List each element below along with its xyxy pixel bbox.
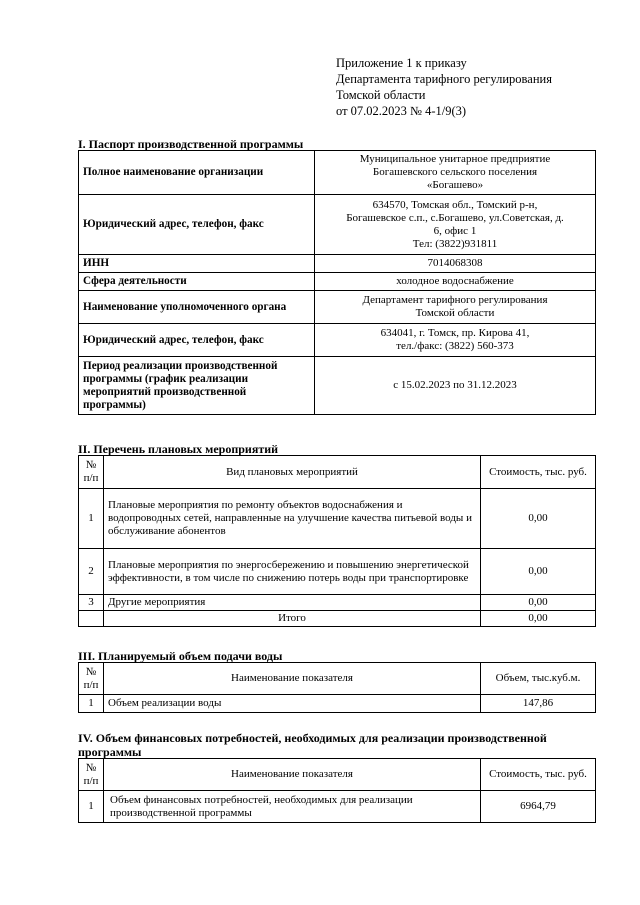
value-line: 634041, г. Томск, пр. Кирова 41,: [380, 327, 530, 339]
row-number: 1: [79, 695, 104, 713]
section-4-title-line-1: IV. Объем финансовых потребностей, необходимых для реализации производственной: [78, 731, 547, 745]
indicator-cost: 6964,79: [481, 791, 596, 823]
order-attachment-header: [336, 55, 552, 119]
value-line: Департамент тарифного регулирования: [362, 294, 548, 306]
financial-needs-table: [78, 758, 596, 823]
column-header-measure: Вид плановых мероприятий: [104, 456, 481, 489]
passport-value: [315, 195, 596, 255]
value-line: 7014068308: [427, 257, 483, 269]
column-header-number: № п/п: [79, 663, 104, 695]
table-row: [79, 151, 596, 195]
column-header-indicator: Наименование показателя: [104, 663, 481, 695]
passport-label: Юридический адрес, телефон, факс: [79, 195, 315, 255]
indicator-volume: 147,86: [481, 695, 596, 713]
measure-cost: 0,00: [481, 489, 596, 549]
planned-measures-table: [78, 455, 596, 627]
row-number: 1: [79, 489, 104, 549]
table-header-row: [79, 663, 596, 695]
total-number-cell: [79, 611, 104, 627]
table-row: [79, 489, 596, 549]
column-header-cost: Стоимость, тыс. руб.: [481, 456, 596, 489]
header-line-1: Приложение 1 к приказу: [336, 56, 467, 70]
header-line-4: от 07.02.2023 № 4-1/9(3): [336, 104, 467, 118]
row-number: 1: [79, 791, 104, 823]
value-line: с 15.02.2023 по 31.12.2023: [393, 379, 517, 391]
column-header-cost: Стоимость, тыс. руб.: [481, 759, 596, 791]
passport-value: [315, 291, 596, 324]
value-line: 6, офис 1: [433, 224, 477, 237]
passport-label: Юридический адрес, телефон, факс: [79, 324, 315, 357]
section-1-title: I. Паспорт производственной программы: [78, 137, 304, 151]
table-row: [79, 273, 596, 291]
value-line: 634570, Томская обл., Томский р-н,: [372, 198, 538, 211]
passport-label: Полное наименование организации: [79, 151, 315, 195]
header-line-2: Департамента тарифного регулирования: [336, 72, 552, 86]
column-header-number: № п/п: [79, 456, 104, 489]
section-4-title-line-2: программы: [78, 745, 142, 759]
value-line: тел./факс: (3822) 560-373: [396, 340, 514, 352]
column-header-volume: Объем, тыс.куб.м.: [481, 663, 596, 695]
measure-name: Другие мероприятия: [104, 595, 481, 611]
table-header-row: [79, 456, 596, 489]
value-line: холодное водоснабжение: [396, 275, 514, 287]
passport-value: [315, 255, 596, 273]
section-3-title: III. Планируемый объем подачи воды: [78, 649, 283, 663]
passport-value: [315, 273, 596, 291]
value-line: «Богашево»: [426, 179, 484, 191]
indicator-name: Объем реализации воды: [104, 695, 481, 713]
value-line: Муниципальное унитарное предприятие: [359, 153, 551, 165]
table-row: [79, 695, 596, 713]
row-number: 2: [79, 549, 104, 595]
table-row: [79, 291, 596, 324]
table-row: [79, 595, 596, 611]
column-header-indicator: Наименование показателя: [104, 759, 481, 791]
measure-name: Плановые мероприятия по ремонту объектов водоснабжения и водопроводных сетей, направленные на улучшение качества питьевой воды и обслуживание абонентов: [104, 489, 481, 549]
value-line: Богашевское с.п., с.Богашево, ул.Советская, д.: [346, 211, 564, 224]
passport-table: [78, 150, 596, 415]
header-line-3: Томской области: [336, 88, 426, 102]
passport-value: [315, 151, 596, 195]
row-number: 3: [79, 595, 104, 611]
table-row: [79, 255, 596, 273]
passport-label: Период реализации производственной программы (график реализации мероприятий производственной программы): [79, 357, 315, 415]
value-line: Томской области: [415, 307, 495, 319]
value-line: Богашевского сельского поселения: [372, 166, 538, 178]
total-cost: 0,00: [481, 611, 596, 627]
table-row: [79, 357, 596, 415]
column-header-number: № п/п: [79, 759, 104, 791]
total-label: Итого: [104, 611, 481, 627]
value-line: Тел: (3822)931811: [412, 237, 498, 250]
passport-value: [315, 324, 596, 357]
table-row: [79, 791, 596, 823]
passport-value: [315, 357, 596, 415]
water-supply-volume-table: [78, 662, 596, 713]
passport-label: ИНН: [79, 255, 315, 273]
table-row: [79, 195, 596, 255]
measure-name: Плановые мероприятия по энергосбережению и повышению энергетической эффективности, в том числе по снижению потерь воды при транспортировке: [104, 549, 481, 595]
table-total-row: [79, 611, 596, 627]
table-row: [79, 549, 596, 595]
passport-label: Сфера деятельности: [79, 273, 315, 291]
indicator-name: Объем финансовых потребностей, необходимых для реализации производственной программы: [104, 791, 481, 823]
measure-cost: 0,00: [481, 549, 596, 595]
table-row: [79, 324, 596, 357]
section-4-title: [78, 731, 608, 759]
measure-cost: 0,00: [481, 595, 596, 611]
section-2-title: II. Перечень плановых мероприятий: [78, 442, 279, 456]
table-header-row: [79, 759, 596, 791]
passport-label: Наименование уполномоченного органа: [79, 291, 315, 324]
